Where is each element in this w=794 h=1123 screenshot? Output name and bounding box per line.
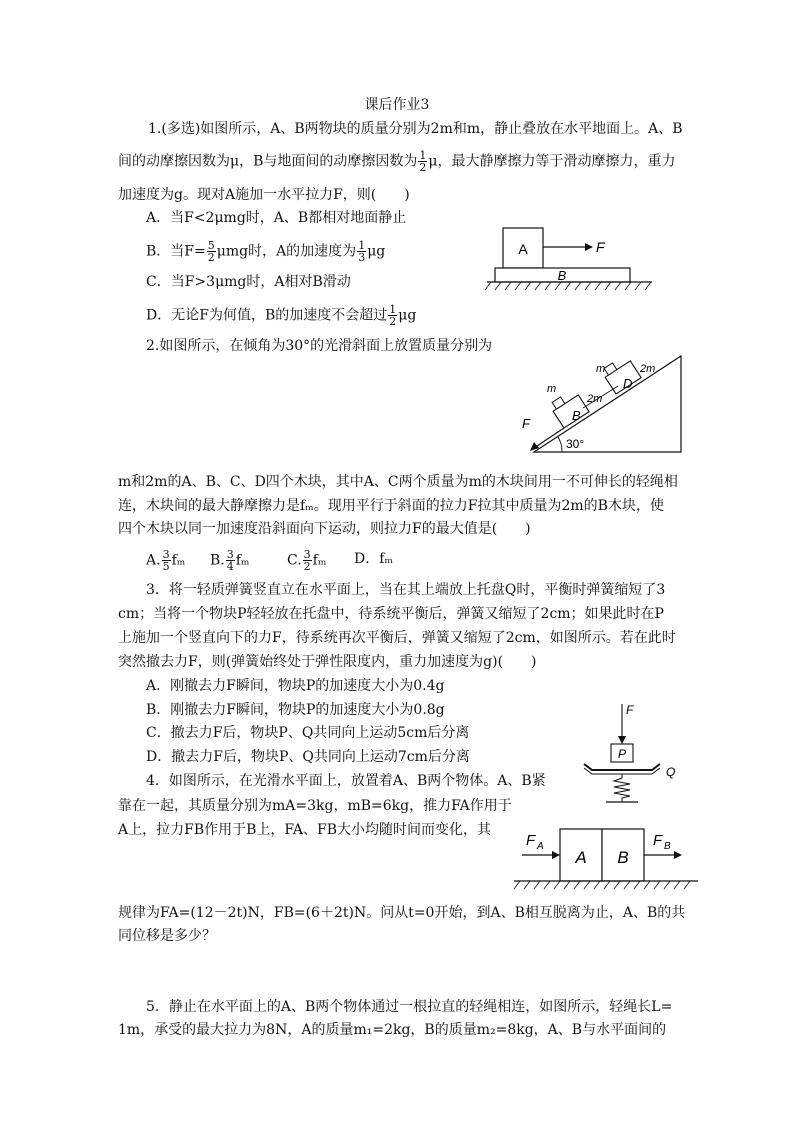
q1-option-c: C．当F>3μmg时，A相对B滑动 (146, 274, 351, 290)
q5-stem-2: 1m，承受的最大拉力为8N，A的质量m₁=2kg，B的质量m₂=8kg，A、B与水平面间的 (118, 1022, 667, 1038)
q3-figure (578, 698, 688, 810)
angle-label: 30° (566, 437, 585, 451)
q1-option-d: D．无论F为何值，B的加速度不会超过 $\frac{1}{2}$ μg (146, 303, 417, 328)
svg-text:Q: Q (666, 765, 676, 779)
q2-stem-4: 四个木块以同一加速度沿斜面向下运动，则拉力F的最大值是( ) (118, 521, 531, 537)
q1-frac-half: $\frac{1}{2}$ (419, 149, 427, 174)
svg-text:F: F (653, 832, 663, 849)
q2-option-a: A. $\frac{3}{5}$ fₘ (146, 548, 186, 573)
svg-text:F: F (526, 832, 536, 849)
q2-stem-1: 2.如图所示，在倾角为30°的光滑斜面上放置质量分别为 (146, 338, 493, 354)
q3-stem-3: 上施加一个竖直向下的力F，待系统再次平衡后，弹簧又缩短了2cm，如图所示。若在此时 (118, 630, 676, 646)
q2-option-c: C. $\frac{3}{2}$ fₘ (287, 548, 327, 573)
q3-option-c: C．撤去力F后，物块P、Q共同向上运动5cm后分离 (146, 725, 470, 741)
q4-stem-2: 靠在一起，其质量分别为mA=3kg，mB=6kg，推力FA作用于 (118, 798, 512, 814)
spring (614, 774, 630, 802)
q1-figure (482, 222, 657, 294)
q4-stem-3: A上，拉力FB作用于B上，FA、FB大小均随时间而变化，其 (118, 822, 492, 838)
svg-text:2m: 2m (587, 393, 603, 405)
svg-text:m: m (596, 363, 606, 375)
q2-stem-3: 连，木块间的最大静摩擦力是fₘ。现用平行于斜面的拉力F拉其中质量为2m的B木块，使 (118, 498, 664, 514)
q1-stem-2: 间的动摩擦因数为μ，B与地面间的动摩擦因数为 $\frac{1}{2}$ μ，最大静摩擦力等于滑动摩擦力，重力 (118, 149, 676, 174)
q4-stem-1: 4．如图所示，在光滑水平面上，放置着A、B两个物体。A、B紧 (146, 773, 546, 789)
tray-q (584, 764, 660, 770)
q1-stem-3: 加速度为g。现对A施加一水平拉力F，则( ) (118, 187, 410, 203)
q4-stem-5: 同位移是多少？ (118, 928, 216, 944)
q4-figure (506, 815, 702, 897)
svg-text:2m: 2m (640, 363, 656, 375)
q3-option-d: D．撤去力F后，物块P、Q共同向上运动7cm后分离 (146, 749, 470, 765)
svg-text:B: B (572, 408, 581, 423)
q2-option-d: D．fₘ (354, 551, 393, 567)
q1-stem-1: 1.(多选)如图所示，A、B两物块的质量分别为2m和m，静止叠放在水平地面上。A、B (148, 121, 683, 137)
q1-option-b: B．当F= $\frac{5}{2}$ μmg时，A的加速度为 $\frac{1}{3}$ μg (146, 239, 386, 264)
page-title: 课后作业3 (364, 97, 430, 113)
svg-text:m: m (547, 383, 557, 395)
q3-stem-1: 3．将一轻质弹簧竖直立在水平面上，当在其上端放上托盘Q时，平衡时弹簧缩短了3 (146, 582, 666, 598)
force-label: F (596, 239, 605, 255)
svg-text:F: F (626, 703, 634, 717)
q3-option-a: A．刚撤去力F瞬间，物块P的加速度大小为0.4g (146, 678, 445, 694)
svg-text:A: A (575, 848, 587, 867)
q3-stem-4: 突然撤去力F，则(弹簧始终处于弹性限度内，重力加速度为g)( ) (118, 654, 537, 670)
svg-text:A: A (537, 841, 544, 852)
svg-text:D: D (623, 376, 633, 391)
svg-text:F: F (522, 416, 530, 431)
svg-text:B: B (664, 841, 671, 852)
q4-stem-4: 规律为FA=(12－2t)N，FB=(6＋2t)N。问从t=0开始，到A、B相互脱离为止，A、B的共 (118, 905, 686, 921)
svg-text:B: B (617, 848, 629, 867)
block-b-label: B (557, 268, 567, 283)
q2-option-b: B. $\frac{3}{4}$ fₘ (210, 548, 250, 573)
svg-text:P: P (617, 747, 627, 761)
q3-stem-2: cm；当将一个物块P轻轻放在托盘中，待系统平衡后，弹簧又缩短了2cm；如果此时在P (118, 606, 664, 622)
q2-figure (506, 352, 686, 462)
q3-option-b: B．刚撤去力F瞬间，物块P的加速度大小为0.8g (146, 702, 445, 718)
q1-option-a: A．当F<2μmg时，A、B都相对地面静止 (146, 210, 407, 226)
q2-stem-2: m和2m的A、B、C、D四个木块，其中A、C两个质量为m的木块间用一不可伸长的轻绳相 (118, 474, 678, 490)
q5-stem-1: 5．静止在水平面上的A、B两个物体通过一根拉直的轻绳相连，如图所示，轻绳长L= (146, 999, 673, 1015)
block-a-label: A (518, 241, 528, 257)
